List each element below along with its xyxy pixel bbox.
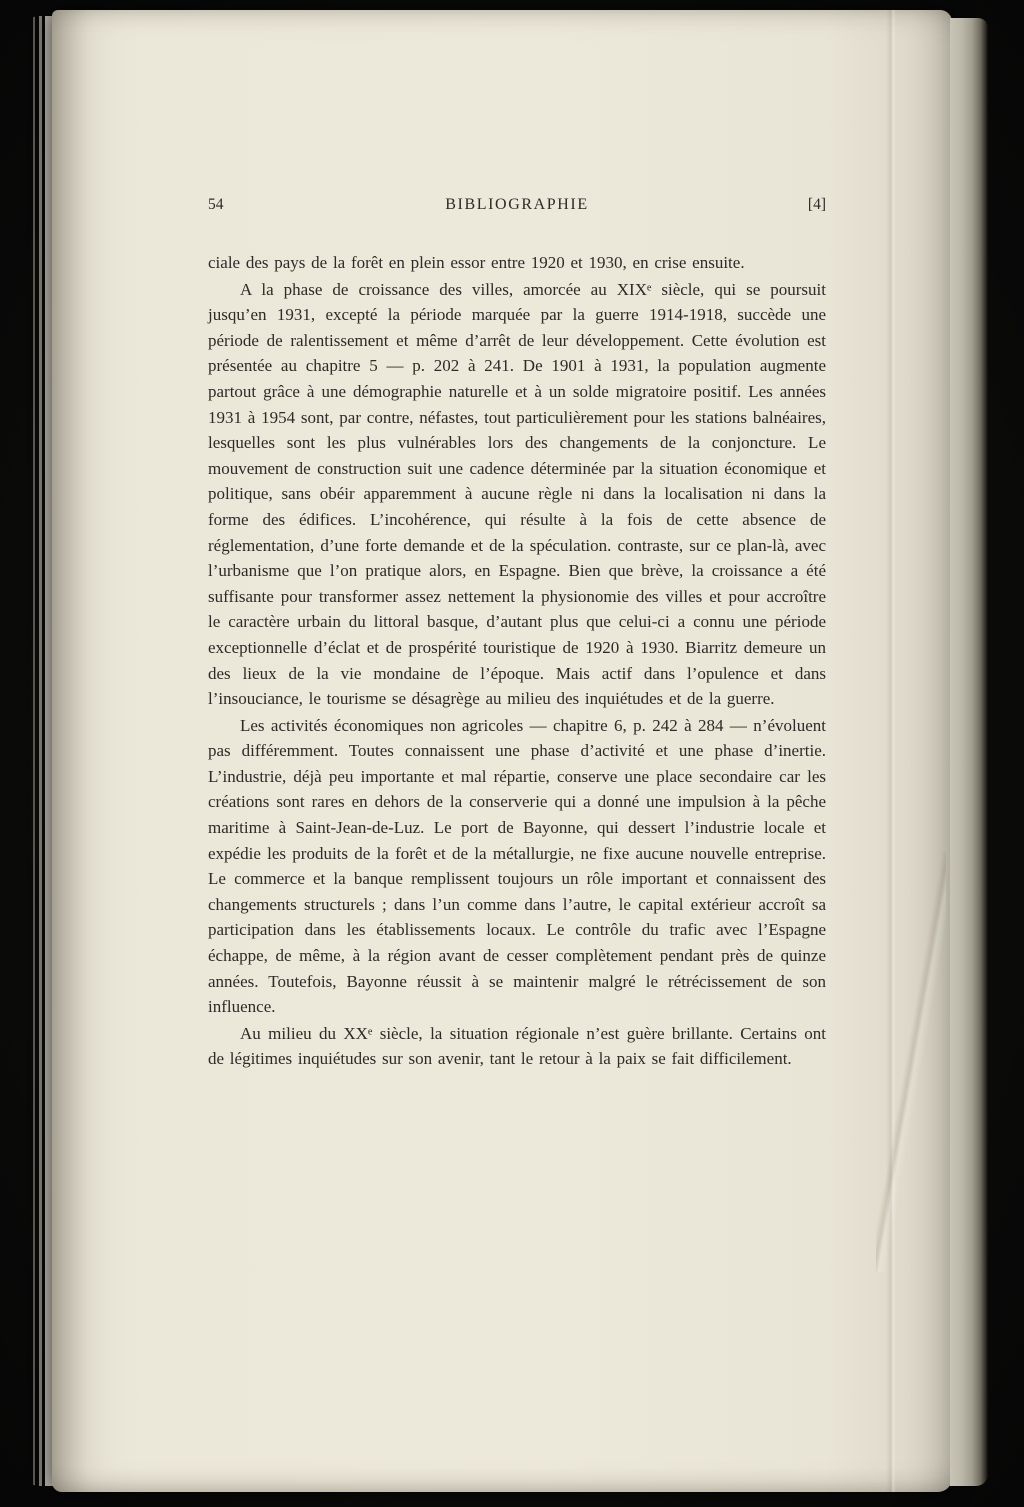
book-page: [52, 10, 952, 1492]
header-reference: [4]: [807, 196, 826, 213]
page-header: [208, 196, 826, 220]
right-fore-edge: [950, 18, 988, 1486]
left-page-stack-edges: [28, 16, 54, 1486]
paragraph-continuation: ciale des pays de la forêt en plein essor entre 1920 et 1930, en crise ensuite.: [208, 253, 745, 272]
page-body: [208, 250, 826, 1072]
paragraph: A la phase de croissance des villes, amorcée au XIXᵉ siècle, qui se poursuit jusqu’en 1931, excepté la période marquée par la guerre 1914-1918, succède une période de ralentissement et même d’arrêt de leur développement. Cette évolution est présentée au chapitre 5 — p. 202 à 241. De 1901 à 1931, la population augmente partout grâce à une démographie naturelle et à un solde migratoire positif. Les années 1931 à 1954 sont, par contre, néfastes, tout particulièrement pour les stations balnéaires, lesquelles sont les plus vulnérables lors des changements de la conjoncture. Le mouvement de construction suit une cadence déterminée par la situation économique et politique, sans obéir apparemment à aucune règle ni dans la localisation ni dans la forme des édifices. L’incohérence, qui résulte à la fois de cette absence de réglementation, d’une forte demande et de la spéculation. contraste, sur ce plan-là, avec l’urbanisme que l’on pratique alors, en Espagne. Bien que brève, la croissance a été suffisante pour transformer assez nettement la physionomie des villes et pour accroître le caractère urbain du littoral basque, d’autant plus que celui-ci a connu une période exceptionnelle d’éclat et de prospérité touristique de 1920 à 1930. Biarritz demeure un des lieux de la vie mondaine de l’époque. Mais actif dans l’opulence et dans l’insouciance, le tourisme se désagrège au milieu des inquiétudes et de la guerre.: [208, 279, 826, 709]
page-number: 54: [208, 196, 224, 213]
paragraph: Au milieu du XXᵉ siècle, la situation régionale n’est guère brillante. Certains ont de légitimes inquiétudes sur son avenir, tant le retour à la paix se fait difficilement.: [208, 1023, 826, 1069]
page-content: [52, 10, 952, 1492]
running-title: BIBLIOGRAPHIE: [445, 196, 589, 213]
paragraph: Les activités économiques non agricoles — chapitre 6, p. 242 à 284 — n’évoluent pas différemment. Toutes connaissent une phase d’activité et une phase d’inertie. L’industrie, déjà peu importante et mal répartie, conserve une place secondaire car les créations sont rares en dehors de la conserverie qui a donné une impulsion à la pêche maritime à Saint-Jean-de-Luz. Le port de Bayonne, qui dessert l’industrie locale et expédie les produits de la forêt et de la métallurgie, ne fixe aucune nouvelle entreprise. Le commerce et la banque remplissent toujours un rôle important et connaissent des changements structurels ; dans l’un comme dans l’autre, le capital extérieur accroît sa participation dans les établissements locaux. Le contrôle du trafic avec l’Espagne échappe, de même, à la région avant de cesser complètement pendant près de quinze années. Toutefois, Bayonne réussit à se maintenir malgré le rétrécissement de son influence.: [208, 715, 826, 1017]
